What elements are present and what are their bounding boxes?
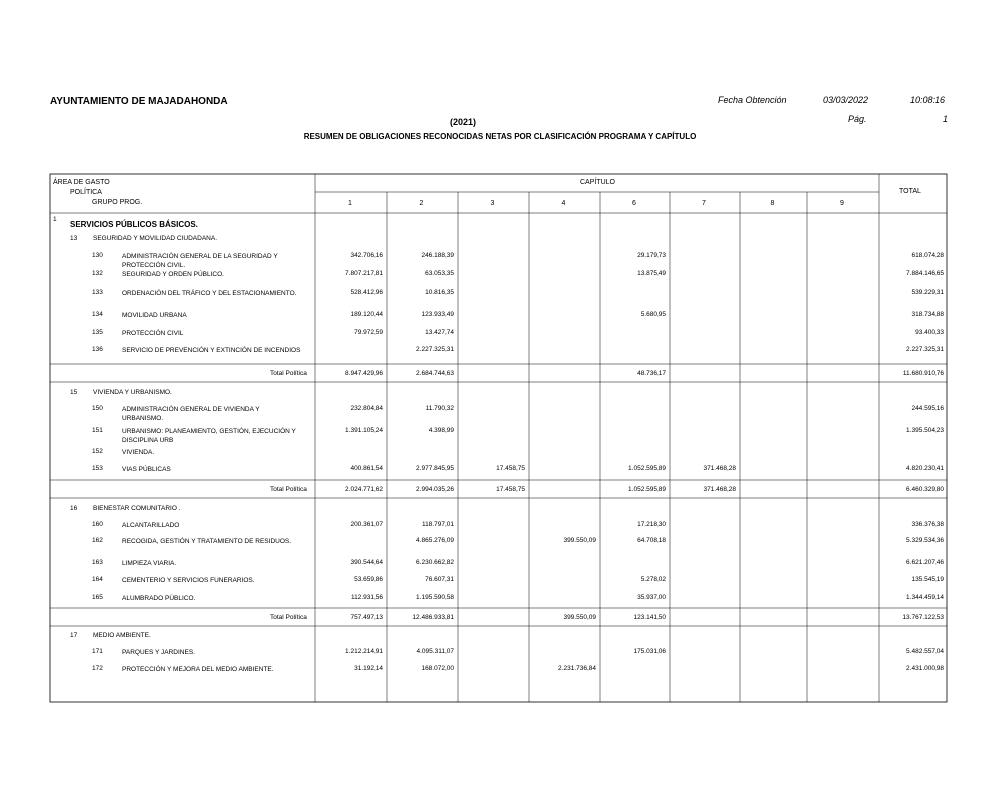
program-code: 171 (92, 648, 103, 655)
program-row-total: 2.227.325,31 (906, 346, 944, 353)
total-politica-c6: 48.736,17 (637, 370, 666, 377)
program-row-c1: 400.861,54 (350, 465, 383, 472)
chapter-header-1: 1 (348, 200, 352, 207)
chapter-header-4: 4 (561, 200, 566, 207)
program-name: ALCANTARILLADO (122, 522, 180, 529)
program-row-total: 135.545,19 (911, 576, 944, 583)
program-row-total: 5.482.557,04 (906, 648, 944, 655)
total-politica-c1: 8.947.429,96 (345, 370, 383, 377)
program-code: 163 (92, 559, 103, 566)
program-row-c2: 168.072,00 (421, 665, 454, 672)
program-row-c1: 528.412,96 (350, 289, 383, 296)
policy-code: 15 (70, 389, 78, 396)
program-name: ADMINISTRACIÓN GENERAL DE LA SEGURIDAD Y PROTECCIÓN CIVIL. (122, 253, 278, 269)
chapter-header-7: 7 (702, 200, 706, 207)
program-code: 153 (92, 465, 103, 472)
total-politica-c7: 371.468,28 (703, 486, 736, 493)
program-row-total: 5.329.534,36 (906, 537, 944, 544)
program-row-total: 1.344.459,14 (906, 594, 944, 601)
program-row-c1: 390.544,64 (350, 559, 383, 566)
program-code: 133 (92, 289, 103, 296)
program-row-c3: 17.458,75 (496, 465, 525, 472)
program-row-c6: 1.052.595,89 (628, 465, 666, 472)
total-politica-label: Total Política (270, 614, 307, 621)
date-value: 03/03/2022 (823, 95, 869, 105)
chapter-header-9: 9 (840, 200, 844, 207)
program-name: PROTECCIÓN Y MEJORA DEL MEDIO AMBIENTE. (122, 666, 274, 673)
program-row-total: 6.621.207,46 (906, 559, 944, 566)
program-name: PARQUES Y JARDINES. (122, 649, 195, 656)
program-row-c2: 4.095.311,07 (416, 648, 454, 655)
policy-code: 17 (70, 632, 78, 639)
program-code: 165 (92, 594, 103, 601)
program-row-c1: 1.212.214,91 (345, 648, 383, 655)
program-name: VIVIENDA. (122, 449, 155, 456)
total-politica-c1: 2.024.771,62 (345, 486, 383, 493)
program-row-c1: 232.804,84 (350, 405, 383, 412)
program-row-c2: 13.427,74 (425, 329, 454, 336)
report-title: RESUMEN DE OBLIGACIONES RECONOCIDAS NETAS POR CLASIFICACIÓN PROGRAMA Y CAPÍTULO (303, 132, 697, 141)
program-row-c2: 4.865.276,09 (416, 537, 454, 544)
program-name: ORDENACIÓN DEL TRÁFICO Y DEL ESTACIONAMIENTO. (122, 290, 297, 297)
program-row-total: 1.395.504,23 (906, 427, 944, 434)
area-code: 1 (53, 216, 57, 223)
program-row-c6: 17.218,30 (637, 521, 666, 528)
program-row-c2: 123.933,49 (421, 311, 454, 318)
program-name: ADMINISTRACIÓN GENERAL DE VIVIENDA Y URBANISMO. (122, 406, 260, 422)
program-name: ALUMBRADO PÚBLICO. (122, 595, 196, 602)
program-row-c1: 189.120,44 (350, 311, 383, 318)
policy-name: MEDIO AMBIENTE. (93, 632, 151, 639)
program-name: VIAS PÚBLICAS (122, 466, 171, 473)
policy-code: 13 (70, 235, 78, 242)
header-politica: POLÍTICA (70, 189, 102, 196)
program-row-c1: 200.361,07 (350, 521, 383, 528)
program-code: 172 (92, 665, 103, 672)
program-row-c2: 2.977.845,95 (416, 465, 454, 472)
total-politica-c6: 123.141,50 (633, 614, 666, 621)
program-row-c7: 371.468,28 (703, 465, 736, 472)
total-politica-c2: 2.684.744,63 (416, 370, 454, 377)
program-row-total: 2.431.000,98 (906, 665, 944, 672)
program-code: 150 (92, 405, 103, 412)
program-code: 132 (92, 270, 103, 277)
program-row-c2: 11.790,32 (425, 405, 454, 412)
report-year: (2021) (450, 117, 477, 127)
program-row-c2: 4.398,99 (428, 427, 454, 434)
program-row-c1: 31.192,14 (354, 665, 383, 672)
program-name: MOVILIDAD URBANA (122, 312, 187, 319)
total-politica-total: 13.767.122,53 (902, 614, 944, 621)
program-row-c2: 63.053,35 (425, 270, 454, 277)
page-label: Pág. (848, 114, 867, 124)
program-row-total: 244.595,16 (911, 405, 944, 412)
program-name: SEGURIDAD Y ORDEN PÚBLICO. (122, 271, 224, 278)
program-row-c6: 29.179,73 (637, 252, 666, 259)
policy-name: VIVIENDA Y URBANISMO. (93, 389, 172, 396)
program-row-total: 618.074,28 (911, 252, 944, 259)
program-row-c1: 79.972,59 (354, 329, 383, 336)
program-code: 160 (92, 521, 103, 528)
program-name: URBANISMO: PLANEAMIENTO, GESTIÓN, EJECUCIÓN Y DISCIPLINA URB (122, 428, 296, 444)
total-politica-c2: 2.994.035,26 (416, 486, 454, 493)
program-code: 135 (92, 329, 103, 336)
policy-name: BIENESTAR COMUNITARIO . (93, 505, 181, 512)
organization-name: AYUNTAMIENTO DE MAJADAHONDA (50, 96, 228, 107)
program-name: CEMENTERIO Y SERVICIOS FUNERARIOS. (122, 577, 255, 584)
total-politica-label: Total Política (270, 486, 307, 493)
program-row-total: 539.229,31 (911, 289, 944, 296)
policy-name: SEGURIDAD Y MOVILIDAD CIUDADANA. (93, 235, 218, 242)
header-capitulo: CAPÍTULO (580, 179, 616, 186)
program-row-c6: 175.031,06 (633, 648, 666, 655)
program-row-c1: 7.807.217,81 (345, 270, 383, 277)
program-row-c1: 342.706,16 (350, 252, 383, 259)
program-code: 152 (92, 448, 103, 455)
program-row-c4: 2.231.736,84 (558, 665, 596, 672)
program-row-c1: 1.391.105,24 (345, 427, 383, 434)
chapter-header-3: 3 (490, 200, 495, 207)
program-row-total: 4.820.230,41 (906, 465, 944, 472)
total-politica-label: Total Política (270, 370, 307, 377)
program-code: 164 (92, 576, 103, 583)
program-row-c4: 399.550,09 (563, 537, 596, 544)
total-politica-c2: 12.486.933,81 (412, 614, 454, 621)
program-name: RECOGIDA, GESTIÓN Y TRATAMIENTO DE RESIDUOS. (122, 538, 292, 545)
program-code: 136 (92, 346, 103, 353)
area-name: SERVICIOS PÚBLICOS BÁSICOS. (70, 220, 198, 229)
program-code: 162 (92, 537, 103, 544)
program-row-c2: 6.230.662,82 (416, 559, 454, 566)
program-row-c2: 246.188,39 (421, 252, 454, 259)
header-total: TOTAL (899, 188, 921, 195)
page-number: 1 (943, 114, 949, 124)
total-politica-total: 11.680.910,76 (902, 370, 944, 377)
program-row-total: 93.400,33 (915, 329, 944, 336)
program-row-c1: 53.659,86 (354, 576, 383, 583)
program-row-c1: 112.931,56 (350, 594, 383, 601)
program-row-c2: 118.797,01 (421, 521, 454, 528)
chapter-header-8: 8 (770, 200, 775, 207)
program-row-c6: 64.708,18 (637, 537, 666, 544)
program-name: PROTECCIÓN CIVIL (122, 330, 184, 337)
program-row-total: 336.376,38 (911, 521, 944, 528)
date-label: Fecha Obtención (718, 95, 787, 105)
program-row-c6: 35.937,00 (637, 594, 666, 601)
program-row-c2: 10.816,35 (425, 289, 454, 296)
total-politica-c3: 17.458,75 (496, 486, 525, 493)
program-code: 151 (92, 427, 103, 434)
program-name: SERVICIO DE PREVENCIÓN Y EXTINCIÓN DE INCENDIOS (122, 347, 301, 354)
program-code: 134 (92, 311, 103, 318)
policy-code: 16 (70, 505, 78, 512)
program-row-total: 318.734,88 (911, 311, 944, 318)
program-row-total: 7.884.146,65 (906, 270, 944, 277)
chapter-header-2: 2 (419, 200, 424, 207)
total-politica-c1: 757.497,13 (350, 614, 383, 621)
total-politica-total: 6.460.329,80 (906, 486, 944, 493)
program-row-c2: 1.195.590,58 (416, 594, 454, 601)
program-row-c2: 76.607,31 (425, 576, 454, 583)
header-area: ÁREA DE GASTO (53, 179, 110, 186)
total-politica-c4: 399.550,09 (563, 614, 596, 621)
program-row-c6: 5.680,95 (640, 311, 666, 318)
time-value: 10:08:16 (910, 95, 946, 105)
chapter-header-6: 6 (632, 200, 636, 207)
header-grupo: GRUPO PROG. (92, 199, 143, 206)
program-row-c6: 5.278,02 (640, 576, 666, 583)
program-code: 130 (92, 252, 103, 259)
program-name: LIMPIEZA VIARIA. (122, 560, 177, 567)
total-politica-c6: 1.052.595,89 (628, 486, 666, 493)
program-row-c6: 13.875,49 (637, 270, 666, 277)
program-row-c2: 2.227.325,31 (416, 346, 454, 353)
